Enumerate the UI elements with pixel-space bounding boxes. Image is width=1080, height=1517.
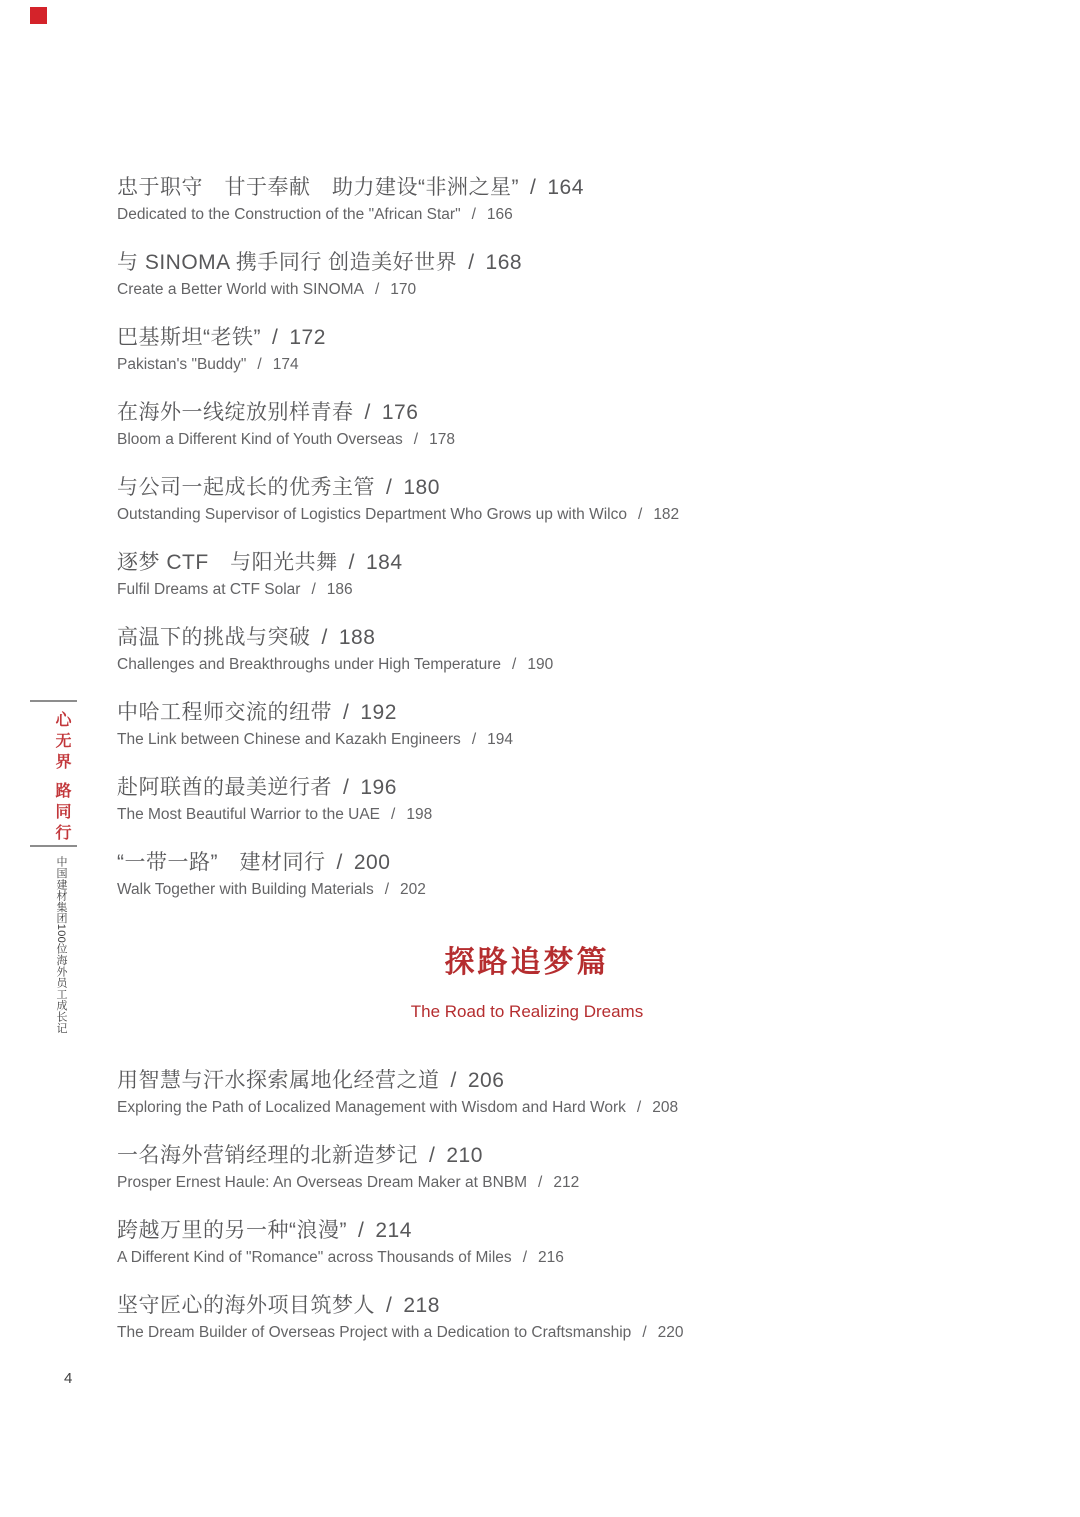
- entry-title-cn: 赴阿联酋的最美逆行者 / 196: [117, 776, 397, 799]
- entry-title-en: Fulfil Dreams at CTF Solar / 186: [117, 581, 353, 598]
- entry-page-en: 186: [326, 581, 353, 598]
- entry-page-cn: 206: [467, 1069, 505, 1092]
- toc-entry: [117, 700, 957, 750]
- separator: /: [343, 701, 350, 724]
- entry-page-en: 174: [272, 356, 299, 373]
- separator: /: [638, 506, 643, 523]
- separator: /: [384, 881, 390, 898]
- entry-title-en: A Different Kind of "Romance" across Thousands of Miles / 216: [117, 1249, 564, 1266]
- toc-entry: [117, 1068, 957, 1118]
- entry-page-en: 182: [653, 506, 680, 523]
- entry-title-en: Outstanding Supervisor of Logistics Department Who Grows up with Wilco / 182: [117, 506, 680, 523]
- entry-page-en: 194: [487, 731, 513, 748]
- sidebar-book-title: 中国建材集团100位海外员工成长记: [55, 856, 67, 1034]
- entry-title-en: Dedicated to the Construction of the "African Star" / 166: [117, 206, 513, 223]
- separator: /: [358, 1219, 365, 1242]
- entry-title-en: The Most Beautiful Warrior to the UAE / 198: [117, 806, 433, 823]
- entry-title-en: Create a Better World with SINOMA / 170: [117, 281, 417, 298]
- section-title-cn: 探路追梦篇: [444, 945, 610, 980]
- entry-page-cn: 200: [353, 851, 391, 874]
- separator: /: [311, 581, 316, 598]
- separator: /: [336, 851, 343, 874]
- entry-page-en: 190: [527, 656, 554, 673]
- entry-title-cn: 中哈工程师交流的纽带 / 192: [117, 701, 397, 724]
- entry-page-cn: 168: [485, 251, 523, 274]
- toc-entry: [117, 250, 957, 300]
- toc-entry: [117, 1218, 957, 1268]
- entry-page-en: 178: [429, 431, 455, 448]
- separator: /: [374, 281, 380, 298]
- entry-page-cn: 188: [338, 626, 376, 649]
- entry-page-cn: 164: [547, 176, 584, 199]
- entry-title-en: The Link between Chinese and Kazakh Engineers / 194: [117, 731, 513, 748]
- separator: /: [429, 1144, 436, 1167]
- entry-title-cn: 在海外一线绽放别样青春 / 176: [117, 401, 419, 424]
- separator: /: [391, 806, 396, 823]
- entry-title-cn: 跨越万里的另一种“浪漫” / 214: [117, 1219, 412, 1242]
- entry-page-cn: 214: [375, 1219, 412, 1242]
- toc-entry: [117, 175, 957, 225]
- entry-title-en: Prosper Ernest Haule: An Overseas Dream Maker at BNBM / 212: [117, 1174, 580, 1191]
- separator: /: [413, 431, 419, 448]
- entry-page-cn: 172: [289, 326, 326, 349]
- separator: /: [471, 731, 477, 748]
- entry-page-en: 170: [390, 281, 417, 298]
- entry-page-cn: 196: [360, 776, 397, 799]
- entry-page-en: 216: [538, 1249, 564, 1266]
- entry-page-cn: 176: [381, 401, 419, 424]
- sidebar-slogan: [53, 711, 69, 845]
- corner-marker: [30, 7, 47, 24]
- entry-page-cn: 210: [446, 1144, 483, 1167]
- entry-title-en: The Dream Builder of Overseas Project with a Dedication to Craftsmanship / 220: [117, 1324, 684, 1341]
- section-heading: [117, 943, 937, 1023]
- toc-entry: [117, 1293, 957, 1343]
- entry-title-cn: 忠于职守 甘于奉献 助力建设“非洲之星” / 164: [117, 176, 584, 199]
- toc-entry: [117, 1143, 957, 1193]
- separator: /: [386, 476, 393, 499]
- separator: /: [321, 626, 328, 649]
- entry-page-en: 208: [652, 1099, 679, 1116]
- separator: /: [530, 176, 537, 199]
- toc-entry: [117, 550, 957, 600]
- separator: /: [642, 1324, 647, 1341]
- page-number: 4: [64, 1370, 73, 1387]
- entry-page-en: 166: [486, 206, 513, 223]
- sidebar-slogan-part1: 心无界: [53, 711, 70, 774]
- separator: /: [636, 1099, 642, 1116]
- entry-title-cn: 高温下的挑战与突破 / 188: [117, 626, 376, 649]
- entry-title-en: Exploring the Path of Localized Management with Wisdom and Hard Work / 208: [117, 1099, 679, 1116]
- entry-title-en: Pakistan's "Buddy" / 174: [117, 356, 299, 373]
- separator: /: [450, 1069, 457, 1092]
- separator: /: [343, 776, 350, 799]
- entry-page-en: 220: [657, 1324, 684, 1341]
- separator: /: [257, 356, 262, 373]
- toc-entry: [117, 475, 957, 525]
- toc-entry: [117, 625, 957, 675]
- entry-title-en: Bloom a Different Kind of Youth Overseas / 178: [117, 431, 455, 448]
- entry-title-cn: 坚守匠心的海外项目筑梦人 / 218: [117, 1294, 440, 1317]
- entry-page-en: 198: [406, 806, 433, 823]
- sidebar-rule-top: [30, 700, 77, 702]
- separator: /: [471, 206, 476, 223]
- entry-page-cn: 180: [403, 476, 440, 499]
- entry-title-cn: 一名海外营销经理的北新造梦记 / 210: [117, 1144, 483, 1167]
- section-title-en: The Road to Realizing Dreams: [410, 1002, 644, 1021]
- separator: /: [364, 401, 371, 424]
- entry-title-cn: 巴基斯坦“老铁” / 172: [117, 326, 326, 349]
- entry-title-en: Challenges and Breakthroughs under High Temperature / 190: [117, 656, 554, 673]
- separator: /: [348, 551, 355, 574]
- entry-page-cn: 218: [403, 1294, 440, 1317]
- separator: /: [468, 251, 475, 274]
- separator: /: [272, 326, 279, 349]
- toc-entry: [117, 325, 957, 375]
- entry-title-cn: “一带一路” 建材同行 / 200: [117, 851, 391, 874]
- separator: /: [512, 656, 517, 673]
- sidebar-rule-middle: [30, 845, 77, 847]
- entry-page-cn: 184: [366, 551, 403, 574]
- separator: /: [538, 1174, 543, 1191]
- toc-entry: [117, 775, 957, 825]
- entry-page-en: 202: [400, 881, 426, 898]
- entry-title-en: Walk Together with Building Materials / 202: [117, 881, 426, 898]
- entry-page-cn: 192: [360, 701, 397, 724]
- separator: /: [386, 1294, 393, 1317]
- entry-title-cn: 与 SINOMA 携手同行 创造美好世界 / 168: [117, 251, 523, 274]
- separator: /: [522, 1249, 527, 1266]
- toc-entry: [117, 850, 957, 900]
- entry-title-cn: 用智慧与汗水探索属地化经营之道 / 206: [117, 1069, 505, 1092]
- entry-title-cn: 与公司一起成长的优秀主管 / 180: [117, 476, 440, 499]
- toc-entry: [117, 400, 957, 450]
- sidebar-slogan-part2: 路同行: [53, 782, 70, 845]
- entry-title-cn: 逐梦 CTF 与阳光共舞 / 184: [117, 551, 403, 574]
- entry-page-en: 212: [553, 1174, 580, 1191]
